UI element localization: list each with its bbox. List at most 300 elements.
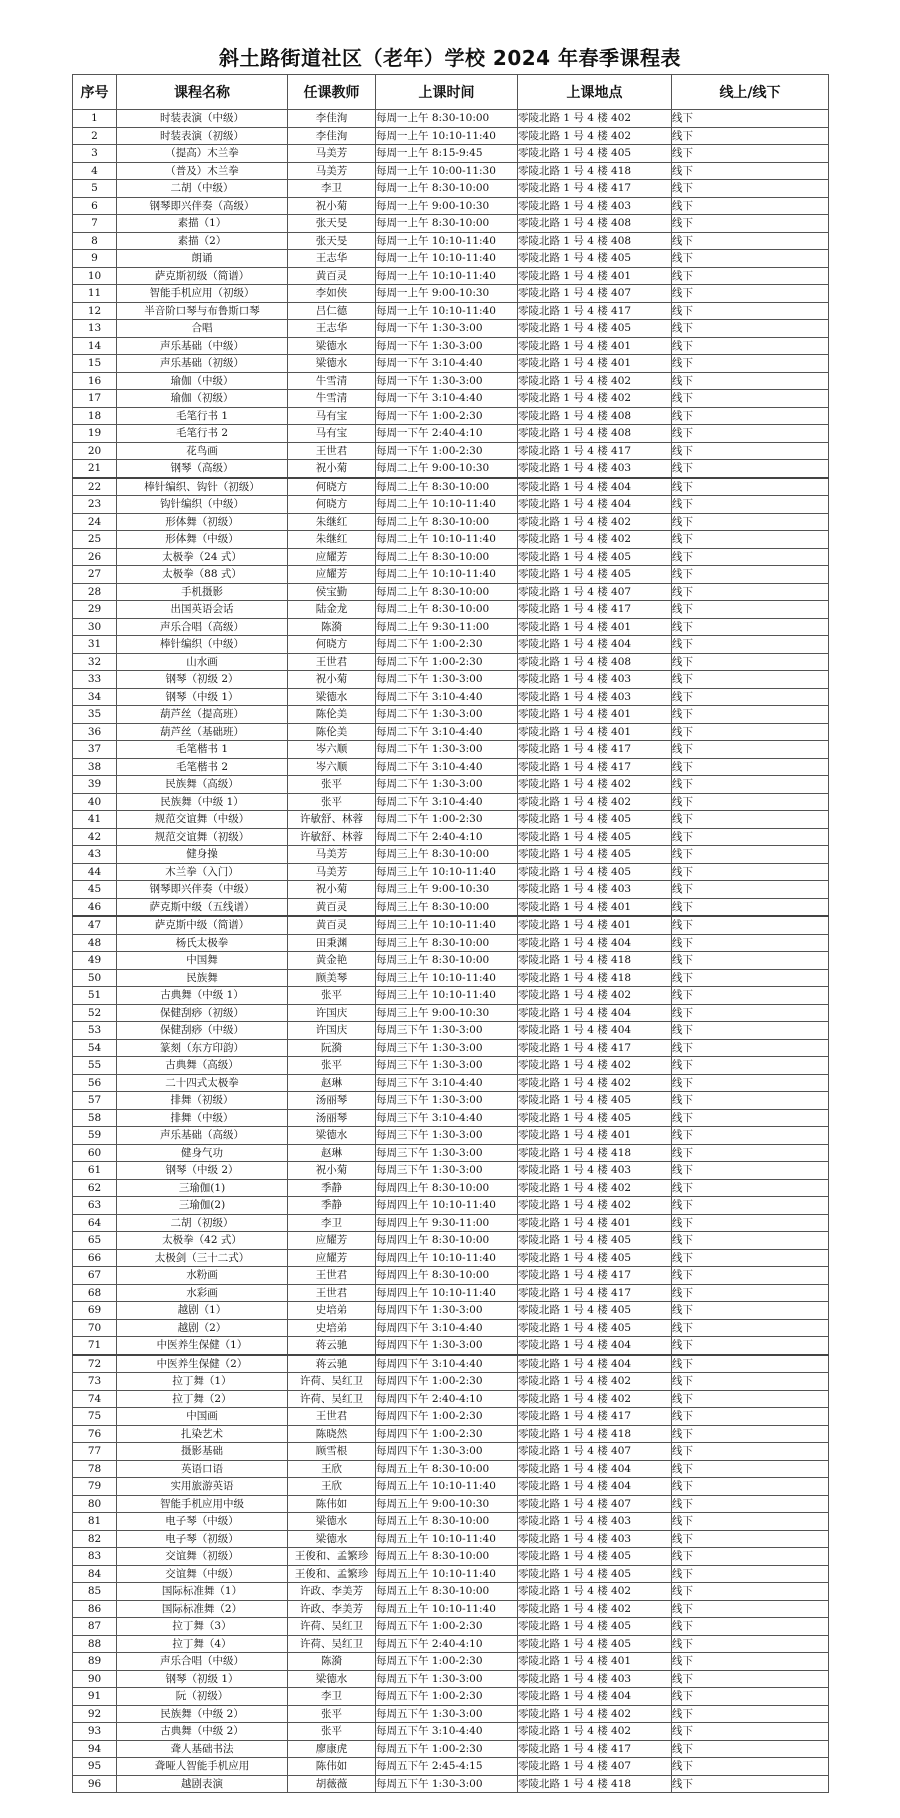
- class-location: 零陵北路 1 号 4 楼 402: [518, 1705, 672, 1723]
- course-name: 太极拳（24 式）: [117, 548, 288, 566]
- class-time: 每周一下午 2:40-4:10: [376, 425, 518, 443]
- course-name: 三瑜伽(1): [117, 1179, 288, 1197]
- class-time: 每周一下午 1:00-2:30: [376, 442, 518, 460]
- teacher-name: 李卫: [288, 1214, 376, 1232]
- course-schedule-table: [72, 74, 829, 1793]
- course-name: 拉丁舞（1）: [117, 1373, 288, 1391]
- class-mode: 线下: [672, 1565, 829, 1583]
- class-time: 每周一上午 8:30-10:00: [376, 215, 518, 233]
- table-row: [73, 863, 829, 881]
- class-time: 每周四下午 2:40-4:10: [376, 1390, 518, 1408]
- class-mode: 线下: [672, 320, 829, 338]
- class-mode: 线下: [672, 1618, 829, 1636]
- class-time: 每周二上午 9:00-10:30: [376, 460, 518, 478]
- course-name: 中国画: [117, 1408, 288, 1426]
- table-row: [73, 1373, 829, 1391]
- table-row: [73, 1179, 829, 1197]
- teacher-name: 应耀芳: [288, 548, 376, 566]
- class-location: 零陵北路 1 号 4 楼 418: [518, 969, 672, 987]
- class-location: 零陵北路 1 号 4 楼 405: [518, 1092, 672, 1110]
- teacher-name: 何晓方: [288, 636, 376, 654]
- table-row: [73, 180, 829, 198]
- teacher-name: 岑六顺: [288, 758, 376, 776]
- class-time: 每周二下午 2:40-4:10: [376, 828, 518, 846]
- row-number: 44: [73, 863, 117, 881]
- teacher-name: 梁德水: [288, 1513, 376, 1531]
- class-location: 零陵北路 1 号 4 楼 417: [518, 442, 672, 460]
- table-row: [73, 1740, 829, 1758]
- teacher-name: 李如侠: [288, 285, 376, 303]
- class-mode: 线下: [672, 496, 829, 514]
- table-row: [73, 250, 829, 268]
- course-name: 葫芦丝（提高班）: [117, 706, 288, 724]
- course-name: 智能手机应用（初级）: [117, 285, 288, 303]
- table-row: [73, 636, 829, 654]
- class-location: 零陵北路 1 号 4 楼 405: [518, 863, 672, 881]
- course-name: 声乐基础（高级）: [117, 1127, 288, 1145]
- table-row: [73, 618, 829, 636]
- table-row: [73, 1232, 829, 1250]
- row-number: 50: [73, 969, 117, 987]
- class-mode: 线下: [672, 1478, 829, 1496]
- table-row: [73, 197, 829, 215]
- class-location: 零陵北路 1 号 4 楼 405: [518, 1109, 672, 1127]
- class-mode: 线下: [672, 442, 829, 460]
- table-row: [73, 706, 829, 724]
- class-mode: 线下: [672, 1232, 829, 1250]
- course-name: 规范交谊舞（初级）: [117, 828, 288, 846]
- class-time: 每周五下午 1:00-2:30: [376, 1618, 518, 1636]
- teacher-name: 应耀芳: [288, 1249, 376, 1267]
- course-name: 毛笔楷书 2: [117, 758, 288, 776]
- teacher-name: 马美芳: [288, 145, 376, 163]
- class-location: 零陵北路 1 号 4 楼 401: [518, 723, 672, 741]
- teacher-name: 张平: [288, 1705, 376, 1723]
- class-mode: 线下: [672, 969, 829, 987]
- class-location: 零陵北路 1 号 4 楼 408: [518, 653, 672, 671]
- teacher-name: 许荷、吴红卫: [288, 1390, 376, 1408]
- course-name: （提高）木兰拳: [117, 145, 288, 163]
- class-location: 零陵北路 1 号 4 楼 404: [518, 1460, 672, 1478]
- class-location: 零陵北路 1 号 4 楼 417: [518, 758, 672, 776]
- class-time: 每周二上午 9:30-11:00: [376, 618, 518, 636]
- teacher-name: 黄百灵: [288, 267, 376, 285]
- class-mode: 线下: [672, 1723, 829, 1741]
- class-location: 零陵北路 1 号 4 楼 417: [518, 180, 672, 198]
- class-location: 零陵北路 1 号 4 楼 418: [518, 1775, 672, 1793]
- teacher-name: 陈漪: [288, 1653, 376, 1671]
- class-mode: 线下: [672, 1460, 829, 1478]
- course-name: 健身气功: [117, 1144, 288, 1162]
- class-mode: 线下: [672, 793, 829, 811]
- table-row: [73, 1390, 829, 1408]
- class-mode: 线下: [672, 478, 829, 496]
- class-mode: 线下: [672, 566, 829, 584]
- class-time: 每周二下午 1:30-3:00: [376, 671, 518, 689]
- row-number: 93: [73, 1723, 117, 1741]
- table-row: [73, 1530, 829, 1548]
- class-time: 每周一上午 8:30-10:00: [376, 180, 518, 198]
- table-row: [73, 1022, 829, 1040]
- row-number: 61: [73, 1162, 117, 1180]
- class-location: 零陵北路 1 号 4 楼 403: [518, 881, 672, 899]
- teacher-name: 蒋云驰: [288, 1337, 376, 1355]
- teacher-name: 陈伟如: [288, 1758, 376, 1776]
- table-row: [73, 478, 829, 496]
- table-row: [73, 162, 829, 180]
- course-name: 阮（初级）: [117, 1688, 288, 1706]
- table-row: [73, 1144, 829, 1162]
- course-name: 毛笔楷书 1: [117, 741, 288, 759]
- class-time: 每周一上午 8:15-9:45: [376, 145, 518, 163]
- teacher-name: 王欣: [288, 1478, 376, 1496]
- teacher-name: 季静: [288, 1179, 376, 1197]
- teacher-name: 梁德水: [288, 355, 376, 373]
- row-number: 35: [73, 706, 117, 724]
- class-time: 每周四下午 1:30-3:00: [376, 1302, 518, 1320]
- course-name: 时装表演（中级）: [117, 110, 288, 128]
- class-location: 零陵北路 1 号 4 楼 408: [518, 232, 672, 250]
- class-mode: 线下: [672, 1688, 829, 1706]
- header-course-name: 课程名称: [117, 75, 288, 110]
- course-name: 钢琴即兴伴奏（中级）: [117, 881, 288, 899]
- class-time: 每周一上午 9:00-10:30: [376, 285, 518, 303]
- class-mode: 线下: [672, 1039, 829, 1057]
- teacher-name: 梁德水: [288, 1127, 376, 1145]
- class-location: 零陵北路 1 号 4 楼 401: [518, 355, 672, 373]
- class-time: 每周五上午 10:10-11:40: [376, 1565, 518, 1583]
- class-time: 每周三下午 1:30-3:00: [376, 1057, 518, 1075]
- class-mode: 线下: [672, 1443, 829, 1461]
- class-time: 每周一下午 1:30-3:00: [376, 320, 518, 338]
- teacher-name: 马美芳: [288, 162, 376, 180]
- teacher-name: 祝小菊: [288, 460, 376, 478]
- course-name: 朗诵: [117, 250, 288, 268]
- table-row: [73, 1565, 829, 1583]
- teacher-name: 马有宝: [288, 425, 376, 443]
- course-name: 实用旅游英语: [117, 1478, 288, 1496]
- class-location: 零陵北路 1 号 4 楼 404: [518, 1355, 672, 1373]
- row-number: 40: [73, 793, 117, 811]
- class-time: 每周一上午 10:10-11:40: [376, 127, 518, 145]
- class-location: 零陵北路 1 号 4 楼 405: [518, 1565, 672, 1583]
- class-mode: 线下: [672, 1057, 829, 1075]
- row-number: 47: [73, 916, 117, 934]
- course-name: 萨克斯初级（简谱）: [117, 267, 288, 285]
- table-row: [73, 285, 829, 303]
- course-name: 越剧（1）: [117, 1302, 288, 1320]
- class-mode: 线下: [672, 531, 829, 549]
- teacher-name: 田秉渊: [288, 934, 376, 952]
- row-number: 53: [73, 1022, 117, 1040]
- teacher-name: 顾雪根: [288, 1443, 376, 1461]
- teacher-name: 朱继红: [288, 531, 376, 549]
- class-time: 每周三上午 9:00-10:30: [376, 1004, 518, 1022]
- class-mode: 线下: [672, 127, 829, 145]
- class-time: 每周二下午 1:30-3:00: [376, 741, 518, 759]
- row-number: 71: [73, 1337, 117, 1355]
- row-number: 28: [73, 583, 117, 601]
- class-mode: 线下: [672, 302, 829, 320]
- row-number: 89: [73, 1653, 117, 1671]
- class-location: 零陵北路 1 号 4 楼 405: [518, 828, 672, 846]
- class-time: 每周三上午 8:30-10:00: [376, 952, 518, 970]
- row-number: 65: [73, 1232, 117, 1250]
- course-name: 山水画: [117, 653, 288, 671]
- class-mode: 线下: [672, 215, 829, 233]
- table-row: [73, 1495, 829, 1513]
- class-mode: 线下: [672, 1022, 829, 1040]
- class-time: 每周五上午 8:30-10:00: [376, 1583, 518, 1601]
- course-name: 钢琴（中级 2）: [117, 1162, 288, 1180]
- class-location: 零陵北路 1 号 4 楼 404: [518, 1688, 672, 1706]
- row-number: 90: [73, 1670, 117, 1688]
- course-name: 声乐基础（初级）: [117, 355, 288, 373]
- teacher-name: 应耀芳: [288, 566, 376, 584]
- class-mode: 线下: [672, 1670, 829, 1688]
- teacher-name: 祝小菊: [288, 1162, 376, 1180]
- row-number: 18: [73, 407, 117, 425]
- course-name: 电子琴（中级）: [117, 1513, 288, 1531]
- row-number: 10: [73, 267, 117, 285]
- teacher-name: 许荷、吴红卫: [288, 1373, 376, 1391]
- row-number: 17: [73, 390, 117, 408]
- class-mode: 线下: [672, 934, 829, 952]
- teacher-name: 胡薇薇: [288, 1775, 376, 1793]
- class-time: 每周二上午 8:30-10:00: [376, 548, 518, 566]
- course-name: 民族舞（中级 1）: [117, 793, 288, 811]
- table-row: [73, 793, 829, 811]
- class-mode: 线下: [672, 1127, 829, 1145]
- class-mode: 线下: [672, 653, 829, 671]
- course-name: 中医养生保健（2）: [117, 1355, 288, 1373]
- class-location: 零陵北路 1 号 4 楼 401: [518, 898, 672, 916]
- class-mode: 线下: [672, 1267, 829, 1285]
- row-number: 51: [73, 987, 117, 1005]
- class-location: 零陵北路 1 号 4 楼 417: [518, 1284, 672, 1302]
- table-row: [73, 355, 829, 373]
- header-mode: 线上/线下: [672, 75, 829, 110]
- table-row: [73, 531, 829, 549]
- class-location: 零陵北路 1 号 4 楼 402: [518, 1600, 672, 1618]
- class-mode: 线下: [672, 355, 829, 373]
- table-row: [73, 1004, 829, 1022]
- class-time: 每周三上午 8:30-10:00: [376, 934, 518, 952]
- class-mode: 线下: [672, 811, 829, 829]
- row-number: 8: [73, 232, 117, 250]
- teacher-name: 李佳洵: [288, 110, 376, 128]
- class-mode: 线下: [672, 758, 829, 776]
- teacher-name: 陆金龙: [288, 601, 376, 619]
- course-name: 形体舞（初级）: [117, 513, 288, 531]
- course-name: 毛笔行书 1: [117, 407, 288, 425]
- class-mode: 线下: [672, 671, 829, 689]
- teacher-name: 阮漪: [288, 1039, 376, 1057]
- course-name: 太极拳（88 式）: [117, 566, 288, 584]
- table-row: [73, 601, 829, 619]
- teacher-name: 王俊和、孟繁珍: [288, 1565, 376, 1583]
- class-location: 零陵北路 1 号 4 楼 402: [518, 531, 672, 549]
- course-name: 钢琴即兴伴奏（高级）: [117, 197, 288, 215]
- course-name: 棒针编织（中级）: [117, 636, 288, 654]
- class-mode: 线下: [672, 1144, 829, 1162]
- teacher-name: 许国庆: [288, 1022, 376, 1040]
- row-number: 91: [73, 1688, 117, 1706]
- course-name: 钢琴（初级 1）: [117, 1670, 288, 1688]
- class-mode: 线下: [672, 425, 829, 443]
- row-number: 24: [73, 513, 117, 531]
- course-name: 保健刮痧（中级）: [117, 1022, 288, 1040]
- course-name: 水彩画: [117, 1284, 288, 1302]
- class-location: 零陵北路 1 号 4 楼 407: [518, 583, 672, 601]
- class-time: 每周一上午 10:10-11:40: [376, 267, 518, 285]
- row-number: 43: [73, 846, 117, 864]
- table-row: [73, 1513, 829, 1531]
- class-time: 每周五上午 9:00-10:30: [376, 1495, 518, 1513]
- class-mode: 线下: [672, 916, 829, 934]
- class-location: 零陵北路 1 号 4 楼 405: [518, 566, 672, 584]
- class-mode: 线下: [672, 1758, 829, 1776]
- course-name: 太极剑（三十二式）: [117, 1249, 288, 1267]
- row-number: 76: [73, 1425, 117, 1443]
- class-time: 每周三上午 10:10-11:40: [376, 863, 518, 881]
- class-mode: 线下: [672, 1319, 829, 1337]
- course-name: 交谊舞（初级）: [117, 1548, 288, 1566]
- course-name: 素描（2）: [117, 232, 288, 250]
- table-row: [73, 987, 829, 1005]
- teacher-name: 王俊和、孟繁珍: [288, 1548, 376, 1566]
- row-number: 4: [73, 162, 117, 180]
- class-location: 零陵北路 1 号 4 楼 402: [518, 1583, 672, 1601]
- class-location: 零陵北路 1 号 4 楼 404: [518, 1478, 672, 1496]
- teacher-name: 陈伟如: [288, 1495, 376, 1513]
- class-time: 每周一上午 8:30-10:00: [376, 110, 518, 128]
- row-number: 37: [73, 741, 117, 759]
- class-location: 零陵北路 1 号 4 楼 405: [518, 1548, 672, 1566]
- class-time: 每周一下午 3:10-4:40: [376, 390, 518, 408]
- class-mode: 线下: [672, 1373, 829, 1391]
- course-name: 二胡（初级）: [117, 1214, 288, 1232]
- class-time: 每周四下午 3:10-4:40: [376, 1355, 518, 1373]
- page-title: 斜土路街道社区（老年）学校 2024 年春季课程表: [218, 46, 682, 70]
- class-location: 零陵北路 1 号 4 楼 401: [518, 916, 672, 934]
- class-location: 零陵北路 1 号 4 楼 403: [518, 1530, 672, 1548]
- row-number: 7: [73, 215, 117, 233]
- class-time: 每周二上午 10:10-11:40: [376, 566, 518, 584]
- teacher-name: 汤丽琴: [288, 1092, 376, 1110]
- class-mode: 线下: [672, 197, 829, 215]
- class-location: 零陵北路 1 号 4 楼 407: [518, 1443, 672, 1461]
- class-mode: 线下: [672, 881, 829, 899]
- class-location: 零陵北路 1 号 4 楼 403: [518, 688, 672, 706]
- row-number: 75: [73, 1408, 117, 1426]
- course-name: 毛笔行书 2: [117, 425, 288, 443]
- teacher-name: 马美芳: [288, 863, 376, 881]
- table-row: [73, 846, 829, 864]
- class-mode: 线下: [672, 952, 829, 970]
- table-row: [73, 952, 829, 970]
- class-location: 零陵北路 1 号 4 楼 418: [518, 952, 672, 970]
- teacher-name: 侯宝勤: [288, 583, 376, 601]
- row-number: 79: [73, 1478, 117, 1496]
- course-name: 手机摄影: [117, 583, 288, 601]
- course-name: 扎染艺术: [117, 1425, 288, 1443]
- class-time: 每周四下午 1:00-2:30: [376, 1425, 518, 1443]
- class-location: 零陵北路 1 号 4 楼 407: [518, 285, 672, 303]
- table-row: [73, 232, 829, 250]
- row-number: 86: [73, 1600, 117, 1618]
- table-row: [73, 1688, 829, 1706]
- row-number: 15: [73, 355, 117, 373]
- course-name: 半音阶口琴与布鲁斯口琴: [117, 302, 288, 320]
- teacher-name: 王世君: [288, 653, 376, 671]
- course-name: 拉丁舞（2）: [117, 1390, 288, 1408]
- class-time: 每周四上午 10:10-11:40: [376, 1284, 518, 1302]
- course-name: 萨克斯中级（简谱）: [117, 916, 288, 934]
- class-time: 每周三上午 8:30-10:00: [376, 846, 518, 864]
- table-row: [73, 758, 829, 776]
- class-mode: 线下: [672, 145, 829, 163]
- class-location: 零陵北路 1 号 4 楼 405: [518, 1302, 672, 1320]
- class-time: 每周三上午 8:30-10:00: [376, 898, 518, 916]
- table-row: [73, 671, 829, 689]
- class-mode: 线下: [672, 741, 829, 759]
- teacher-name: 李卫: [288, 180, 376, 198]
- teacher-name: 祝小菊: [288, 671, 376, 689]
- class-location: 零陵北路 1 号 4 楼 404: [518, 478, 672, 496]
- class-location: 零陵北路 1 号 4 楼 401: [518, 1214, 672, 1232]
- class-mode: 线下: [672, 1162, 829, 1180]
- class-time: 每周三下午 1:30-3:00: [376, 1039, 518, 1057]
- row-number: 56: [73, 1074, 117, 1092]
- row-number: 81: [73, 1513, 117, 1531]
- class-location: 零陵北路 1 号 4 楼 401: [518, 1127, 672, 1145]
- class-mode: 线下: [672, 1635, 829, 1653]
- class-mode: 线下: [672, 1653, 829, 1671]
- teacher-name: 梁德水: [288, 1670, 376, 1688]
- row-number: 9: [73, 250, 117, 268]
- class-mode: 线下: [672, 1004, 829, 1022]
- course-name: 电子琴（初级）: [117, 1530, 288, 1548]
- table-row: [73, 1355, 829, 1373]
- teacher-name: 陈晓然: [288, 1425, 376, 1443]
- class-time: 每周三下午 3:10-4:40: [376, 1074, 518, 1092]
- class-location: 零陵北路 1 号 4 楼 417: [518, 1408, 672, 1426]
- class-mode: 线下: [672, 863, 829, 881]
- class-mode: 线下: [672, 601, 829, 619]
- class-location: 零陵北路 1 号 4 楼 407: [518, 1758, 672, 1776]
- teacher-name: 马美芳: [288, 846, 376, 864]
- class-location: 零陵北路 1 号 4 楼 408: [518, 425, 672, 443]
- course-name: 水粉画: [117, 1267, 288, 1285]
- teacher-name: 许荷、吴红卫: [288, 1618, 376, 1636]
- table-body: [73, 110, 829, 1793]
- teacher-name: 梁德水: [288, 1530, 376, 1548]
- table-row: [73, 1425, 829, 1443]
- row-number: 52: [73, 1004, 117, 1022]
- teacher-name: 王志华: [288, 250, 376, 268]
- row-number: 41: [73, 811, 117, 829]
- table-row: [73, 1284, 829, 1302]
- teacher-name: 张平: [288, 1057, 376, 1075]
- class-mode: 线下: [672, 162, 829, 180]
- course-name: 声乐基础（中级）: [117, 337, 288, 355]
- row-number: 77: [73, 1443, 117, 1461]
- teacher-name: 许荷、吴红卫: [288, 1635, 376, 1653]
- course-name: 篆刻（东方印韵）: [117, 1039, 288, 1057]
- class-location: 零陵北路 1 号 4 楼 405: [518, 1635, 672, 1653]
- class-mode: 线下: [672, 776, 829, 794]
